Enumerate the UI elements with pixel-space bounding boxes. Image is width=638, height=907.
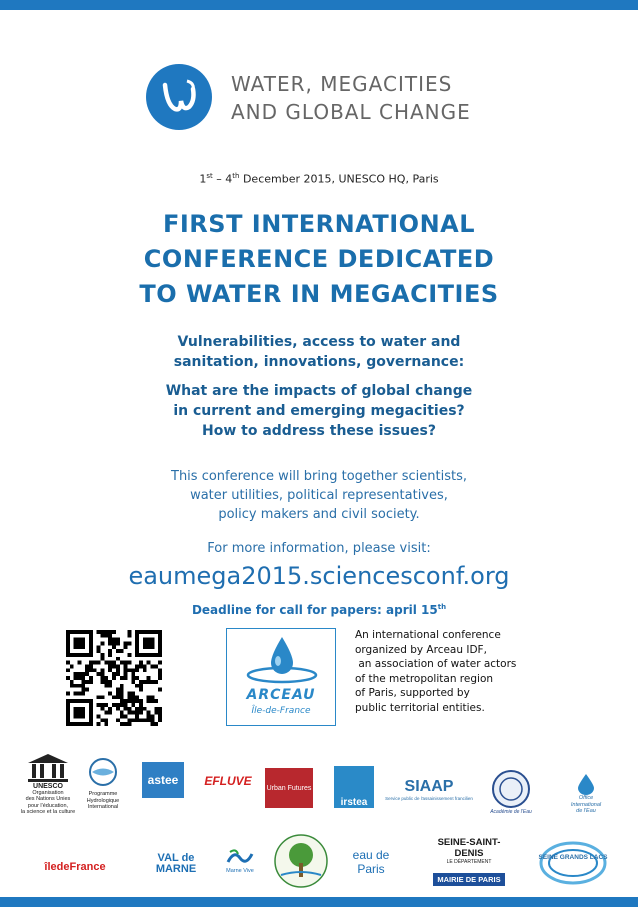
academie-seal-icon xyxy=(491,769,531,809)
academie-label: Académie de l'Eau xyxy=(490,809,532,815)
unesco-logo xyxy=(16,740,80,828)
academie-eau-logo xyxy=(484,764,538,820)
siaap-logo xyxy=(380,772,478,806)
title-line-2: CONFERENCE DEDICATED xyxy=(143,245,495,273)
urban-futures-logo: Urban Futures xyxy=(265,768,313,808)
questions xyxy=(0,381,638,441)
arceau-name: ARCEAU xyxy=(246,687,316,703)
unesco-label: UNESCO xyxy=(33,782,63,790)
astee-logo: astee xyxy=(142,762,184,798)
organizer-description: An international conference organized by Arceau IDF, an association of water actors of the metropolitan region of Paris, supported by public territorial entities. xyxy=(355,629,517,714)
brand-line-2: AND GLOBAL CHANGE xyxy=(231,100,471,124)
oieau-label: Office International de l'Eau xyxy=(570,795,602,815)
description xyxy=(0,467,638,524)
marne-vive-logo xyxy=(222,838,258,882)
seine-grands-lacs-logo xyxy=(536,836,610,890)
water-drop-logo-icon xyxy=(157,75,201,119)
unesco-temple-icon xyxy=(26,753,70,783)
oieau-logo xyxy=(555,766,617,822)
description-line-3: policy makers and civil society. xyxy=(218,507,420,522)
more-info-text: For more information, please visit: xyxy=(207,541,431,556)
seine-saint-denis-logo xyxy=(426,836,512,886)
water-drop-icon xyxy=(227,629,337,689)
oieau-drop-icon xyxy=(576,773,596,795)
ssd-label: SEINE-SAINT-DENIS xyxy=(437,836,501,859)
marne-vive-label: Marne Vive xyxy=(226,868,254,874)
seine-regional-logo xyxy=(272,832,330,890)
conference-logo xyxy=(146,64,212,130)
phi-globe-icon xyxy=(88,757,118,787)
siaap-caption: Service public de l'assainissement francilien xyxy=(385,795,473,801)
irstea-logo: irstea xyxy=(334,766,374,808)
sgl-label: SEINE GRANDS LACS xyxy=(538,854,608,861)
ssd-caption: LE DÉPARTEMENT xyxy=(446,858,492,865)
seine-grands-lacs-swirl-icon xyxy=(537,837,609,889)
question-line-2: in current and emerging megacities? xyxy=(173,403,465,419)
eau-de-paris-logo: eau de Paris xyxy=(352,848,390,876)
description-line-1: This conference will bring together scientists, xyxy=(171,469,467,484)
deadline-text: Deadline for call for papers: april 15th xyxy=(191,603,447,617)
title-line-3: TO WATER IN MEGACITIES xyxy=(139,280,499,308)
phi-caption: Programme Hydrologique International xyxy=(86,791,120,811)
topics-line-2: sanitation, innovations, governance: xyxy=(173,354,465,370)
efluve-logo: EFLUVE xyxy=(204,774,252,788)
val-de-marne-logo: VAL de MARNE xyxy=(155,852,197,875)
question-line-3: How to address these issues? xyxy=(202,423,436,439)
siaap-label: SIAAP xyxy=(404,777,454,795)
topics xyxy=(0,332,638,372)
arceau-region: Île-de-France xyxy=(251,706,311,716)
marne-vive-wave-icon xyxy=(226,846,254,868)
unesco-caption: Organisation des Nations Unies pour l'éducation, la science et la culture xyxy=(20,789,76,815)
question-line-1: What are the impacts of global change xyxy=(165,383,473,399)
conference-url-link[interactable]: eaumega2015.sciencesconf.org xyxy=(128,562,510,590)
phi-logo xyxy=(80,740,126,828)
conference-date: 1st – 4th December 2015, UNESCO HQ, Paris xyxy=(199,172,439,186)
main-title xyxy=(0,207,638,312)
partner-logos xyxy=(0,740,638,890)
topics-line-1: Vulnerabilities, access to water and xyxy=(177,334,461,350)
mairie-de-paris-logo: MAIRIE DE PARIS xyxy=(433,873,504,886)
qr-code[interactable] xyxy=(66,630,162,726)
brand-line-1: WATER, MEGACITIES xyxy=(231,72,453,96)
ile-de-france-logo: îledeFrance xyxy=(44,861,106,873)
tree-circle-icon xyxy=(273,833,329,889)
description-line-2: water utilities, political representatives, xyxy=(190,488,448,503)
bottom-bar xyxy=(0,897,638,907)
arceau-logo xyxy=(226,628,336,726)
top-bar xyxy=(0,0,638,10)
title-line-1: FIRST INTERNATIONAL xyxy=(162,210,476,238)
brand-text xyxy=(231,70,471,126)
